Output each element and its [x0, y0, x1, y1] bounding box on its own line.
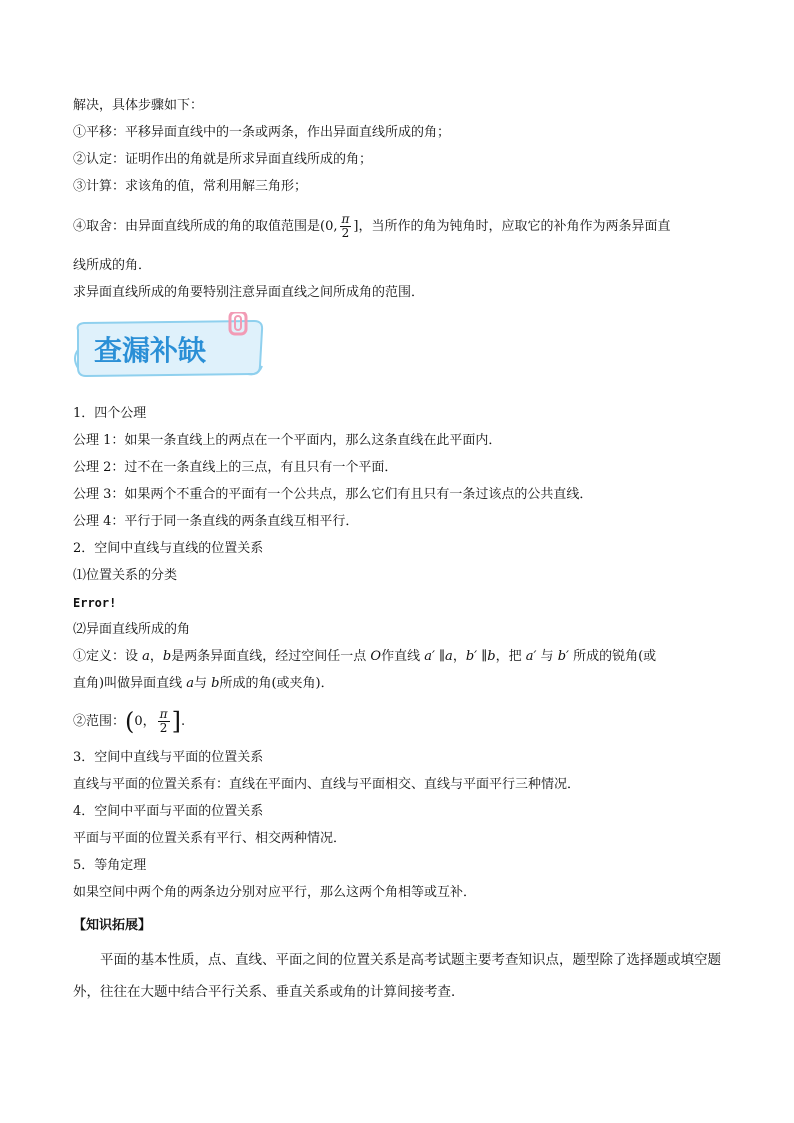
def-text: ， [452, 649, 466, 664]
def-text: ∥ [434, 649, 446, 664]
range-zero: 0， [134, 714, 156, 729]
var-o: O [370, 649, 382, 664]
def-text: 直角)叫做异面直线 [73, 676, 187, 691]
range-label: ②范围： [73, 714, 126, 729]
section-4-heading: 4．空间中平面与平面的位置关系 [73, 804, 264, 819]
pi-over-2-fraction [340, 213, 352, 240]
var-a: a [445, 649, 453, 664]
fraction-denominator: 2 [341, 226, 350, 240]
error-placeholder: Error! [73, 596, 117, 610]
range-bracket-close: ] [171, 707, 181, 736]
definition-line-2 [73, 674, 334, 694]
section-5-heading: 5．等角定理 [73, 858, 147, 873]
range-bracket-open: ( [125, 707, 135, 736]
range-note: 求异面直线所成的角要特别注意异面直线之间所成角的范围． [73, 285, 425, 300]
section-banner [72, 312, 270, 382]
def-text: 与 [193, 676, 212, 691]
var-b: b [162, 649, 172, 664]
def-text: 是两条异面直线，经过空间任一点 [171, 649, 371, 664]
var-b: b [487, 649, 496, 664]
fraction-denominator: 2 [159, 721, 168, 735]
axiom-1: 公理 1：如果一条直线上的两点在一个平面内，那么这条直线在此平面内． [73, 433, 502, 448]
var-a-prime: a′ [525, 649, 537, 664]
var-b-prime: b′ [465, 649, 478, 664]
var-b: b [211, 676, 220, 691]
section-5-text: 如果空间中两个角的两条边分别对应平行，那么这两个角相等或互补． [73, 885, 477, 900]
range-end: . [180, 714, 186, 729]
def-text: 所成的锐角(或 [568, 649, 657, 664]
range-close: ] [353, 219, 359, 234]
section-2-sub-2: ⑵异面直线所成的角 [73, 622, 191, 637]
var-a: a [142, 649, 150, 664]
section-3-text: 直线与平面的位置关系有：直线在平面内、直线与平面相交、直线与平面平行三种情况． [73, 777, 581, 792]
var-a-prime: a′ [424, 649, 435, 664]
step-select-text-a: ④取舍：由异面直线所成的角的取值范围是 [73, 219, 321, 234]
fraction-numerator: π [159, 707, 168, 721]
definition-line-1 [73, 647, 656, 667]
def-text: 作直线 [381, 649, 425, 664]
banner-title: 查漏补缺 [94, 334, 207, 367]
axiom-2: 公理 2：过不在一条直线上的三点，有且只有一个平面． [73, 460, 398, 475]
def-text: ，把 [495, 649, 526, 664]
range-fraction [158, 708, 170, 735]
axiom-4: 公理 4：平行于同一条直线的两条直线互相平行． [73, 514, 359, 529]
step-select-continued: 线所成的角． [73, 258, 152, 273]
range-open: (0, [320, 219, 338, 234]
knowledge-extension-heading: 【知识拓展】 [73, 918, 152, 933]
def-text: 所成的角(或夹角)． [219, 676, 334, 691]
def-text: ①定义：设 [73, 649, 143, 664]
section-1-heading: 1．四个公理 [73, 406, 147, 421]
def-text: ， [149, 649, 163, 664]
knowledge-extension-text: 平面的基本性质，点、直线、平面之间的位置关系是高考试题主要考查知识点，题型除了选择题或填空题外，往往在大题中结合平行关系、垂直关系或角的计算间接考查． [73, 952, 721, 1000]
var-a: a [186, 676, 194, 691]
step-select-text-b: ，当所作的角为钝角时，应取它的补角作为两条异面直 [358, 219, 671, 234]
def-text: ∥ [477, 649, 488, 664]
step-compute: ③计算：求该角的值，常利用解三角形； [73, 179, 308, 194]
def-text: 与 [536, 649, 558, 664]
step-confirm: ②认定：证明作出的角就是所求异面直线所成的角； [73, 152, 373, 167]
range-line [73, 708, 185, 735]
var-b-prime: b′ [557, 649, 569, 664]
axiom-3: 公理 3：如果两个不重合的平面有一个公共点，那么它们有且只有一条过该点的公共直线． [73, 487, 593, 502]
section-2-heading: 2．空间中直线与直线的位置关系 [73, 541, 264, 556]
section-3-heading: 3．空间中直线与平面的位置关系 [73, 750, 264, 765]
fraction-numerator: π [341, 212, 350, 226]
section-4-text: 平面与平面的位置关系有平行、相交两种情况． [73, 831, 347, 846]
step-translate: ①平移：平移异面直线中的一条或两条，作出异面直线所成的角； [73, 125, 451, 140]
step-select [73, 213, 670, 240]
intro-line: 解决，具体步骤如下： [73, 98, 204, 113]
section-2-sub-1: ⑴位置关系的分类 [73, 568, 178, 583]
